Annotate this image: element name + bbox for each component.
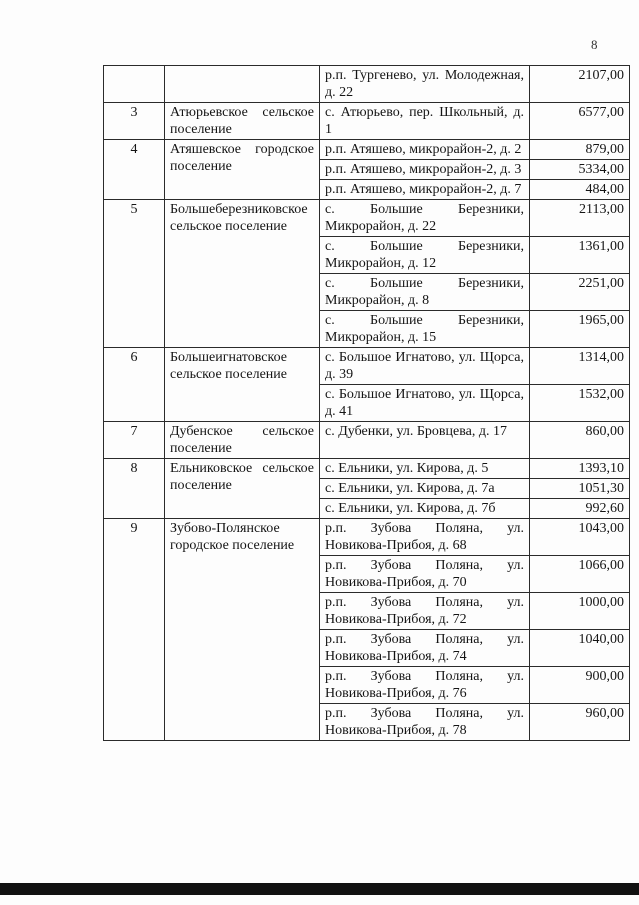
area-value: 2107,00 (530, 66, 630, 103)
table-row (104, 519, 630, 556)
area-value: 1040,00 (530, 630, 630, 667)
address: с. Дубенки, ул. Бровцева, д. 17 (325, 424, 508, 439)
table-row (104, 66, 630, 103)
settlement-name-cell (165, 103, 320, 140)
address-cell (320, 348, 530, 385)
row-number (104, 66, 165, 103)
address: р.п. Зубова Поляна, ул. Новикова-Прибоя, д. 72 (325, 595, 524, 627)
table-row (104, 459, 630, 479)
area-value: 1361,00 (530, 237, 630, 274)
address-cell (320, 66, 530, 103)
address: р.п. Зубова Поляна, ул. Новикова-Прибоя, д. 78 (325, 706, 524, 738)
area-value: 2113,00 (530, 200, 630, 237)
address-cell (320, 556, 530, 593)
row-number: 7 (104, 422, 165, 459)
address: р.п. Зубова Поляна, ул. Новикова-Прибоя, д. 70 (325, 558, 524, 590)
address: р.п. Атяшево, микрорайон-2, д. 2 (325, 142, 522, 157)
address: с. Большие Березники, Микрорайон, д. 22 (325, 202, 524, 234)
address-cell (320, 311, 530, 348)
settlement-name-cell (165, 348, 320, 422)
settlement-name: Атяшевское городское поселение (170, 142, 314, 174)
address-cell (320, 459, 530, 479)
address: с. Атюрьево, пер. Школьный, д. 1 (325, 105, 524, 137)
area-value: 6577,00 (530, 103, 630, 140)
address-cell (320, 630, 530, 667)
address: р.п. Атяшево, микрорайон-2, д. 7 (325, 182, 522, 197)
settlement-name-cell (165, 200, 320, 348)
area-value: 1066,00 (530, 556, 630, 593)
address-cell (320, 499, 530, 519)
area-value: 1393,10 (530, 459, 630, 479)
address-cell (320, 274, 530, 311)
area-value: 900,00 (530, 667, 630, 704)
area-value: 2251,00 (530, 274, 630, 311)
address-cell (320, 200, 530, 237)
address-cell (320, 704, 530, 741)
row-number: 8 (104, 459, 165, 519)
scan-edge-bar (0, 883, 639, 895)
area-value: 1314,00 (530, 348, 630, 385)
table-row (104, 200, 630, 237)
address: с. Ельники, ул. Кирова, д. 5 (325, 461, 489, 476)
address-cell (320, 422, 530, 459)
row-number: 3 (104, 103, 165, 140)
area-value: 484,00 (530, 180, 630, 200)
address-cell (320, 237, 530, 274)
address: с. Ельники, ул. Кирова, д. 7а (325, 481, 495, 496)
address-cell (320, 180, 530, 200)
address: с. Ельники, ул. Кирова, д. 7б (325, 501, 496, 516)
area-value: 1000,00 (530, 593, 630, 630)
address: р.п. Атяшево, микрорайон-2, д. 3 (325, 162, 522, 177)
settlement-name: Атюрьевское сельское поселение (170, 105, 314, 137)
row-number: 9 (104, 519, 165, 741)
area-value: 5334,00 (530, 160, 630, 180)
table-row (104, 348, 630, 385)
area-value: 860,00 (530, 422, 630, 459)
address: р.п. Зубова Поляна, ул. Новикова-Прибоя, д. 76 (325, 669, 524, 701)
address-cell (320, 593, 530, 630)
page-number: 8 (591, 37, 598, 52)
row-number: 4 (104, 140, 165, 200)
table-row (104, 140, 630, 160)
area-value: 1051,30 (530, 479, 630, 499)
housing-table (103, 65, 630, 741)
address: с. Большое Игнатово, ул. Щорса, д. 41 (325, 387, 524, 419)
address: с. Большие Березники, Микрорайон, д. 8 (325, 276, 524, 308)
address-cell (320, 140, 530, 160)
row-number: 6 (104, 348, 165, 422)
settlement-name-cell (165, 459, 320, 519)
settlement-name: Большеигнатовское сельское поселение (170, 350, 287, 382)
address-cell (320, 667, 530, 704)
table-row (104, 103, 630, 140)
settlement-name: Дубенское сельское поселение (170, 424, 314, 456)
address: р.п. Тургенево, ул. Молодежная, д. 22 (325, 68, 524, 100)
settlement-name-cell (165, 422, 320, 459)
area-value: 1043,00 (530, 519, 630, 556)
settlement-name-cell (165, 519, 320, 741)
settlement-name: Зубово-Полянское городское поселение (170, 521, 295, 553)
table-row (104, 422, 630, 459)
address-cell (320, 103, 530, 140)
address: с. Большие Березники, Микрорайон, д. 12 (325, 239, 524, 271)
settlement-name-cell (165, 140, 320, 200)
area-value: 992,60 (530, 499, 630, 519)
address-cell (320, 479, 530, 499)
settlement-name: Большеберезниковское сельское поселение (170, 202, 308, 234)
area-value: 879,00 (530, 140, 630, 160)
address-cell (320, 160, 530, 180)
area-value: 1532,00 (530, 385, 630, 422)
area-value: 960,00 (530, 704, 630, 741)
table-body (104, 66, 630, 741)
address-cell (320, 385, 530, 422)
settlement-name: Ельниковское сельское поселение (170, 461, 314, 493)
address: с. Большое Игнатово, ул. Щорса, д. 39 (325, 350, 524, 382)
address-cell (320, 519, 530, 556)
address: р.п. Зубова Поляна, ул. Новикова-Прибоя, д. 68 (325, 521, 524, 553)
area-value: 1965,00 (530, 311, 630, 348)
address: р.п. Зубова Поляна, ул. Новикова-Прибоя, д. 74 (325, 632, 524, 664)
settlement-name-cell (165, 66, 320, 103)
address: с. Большие Березники, Микрорайон, д. 15 (325, 313, 524, 345)
row-number: 5 (104, 200, 165, 348)
